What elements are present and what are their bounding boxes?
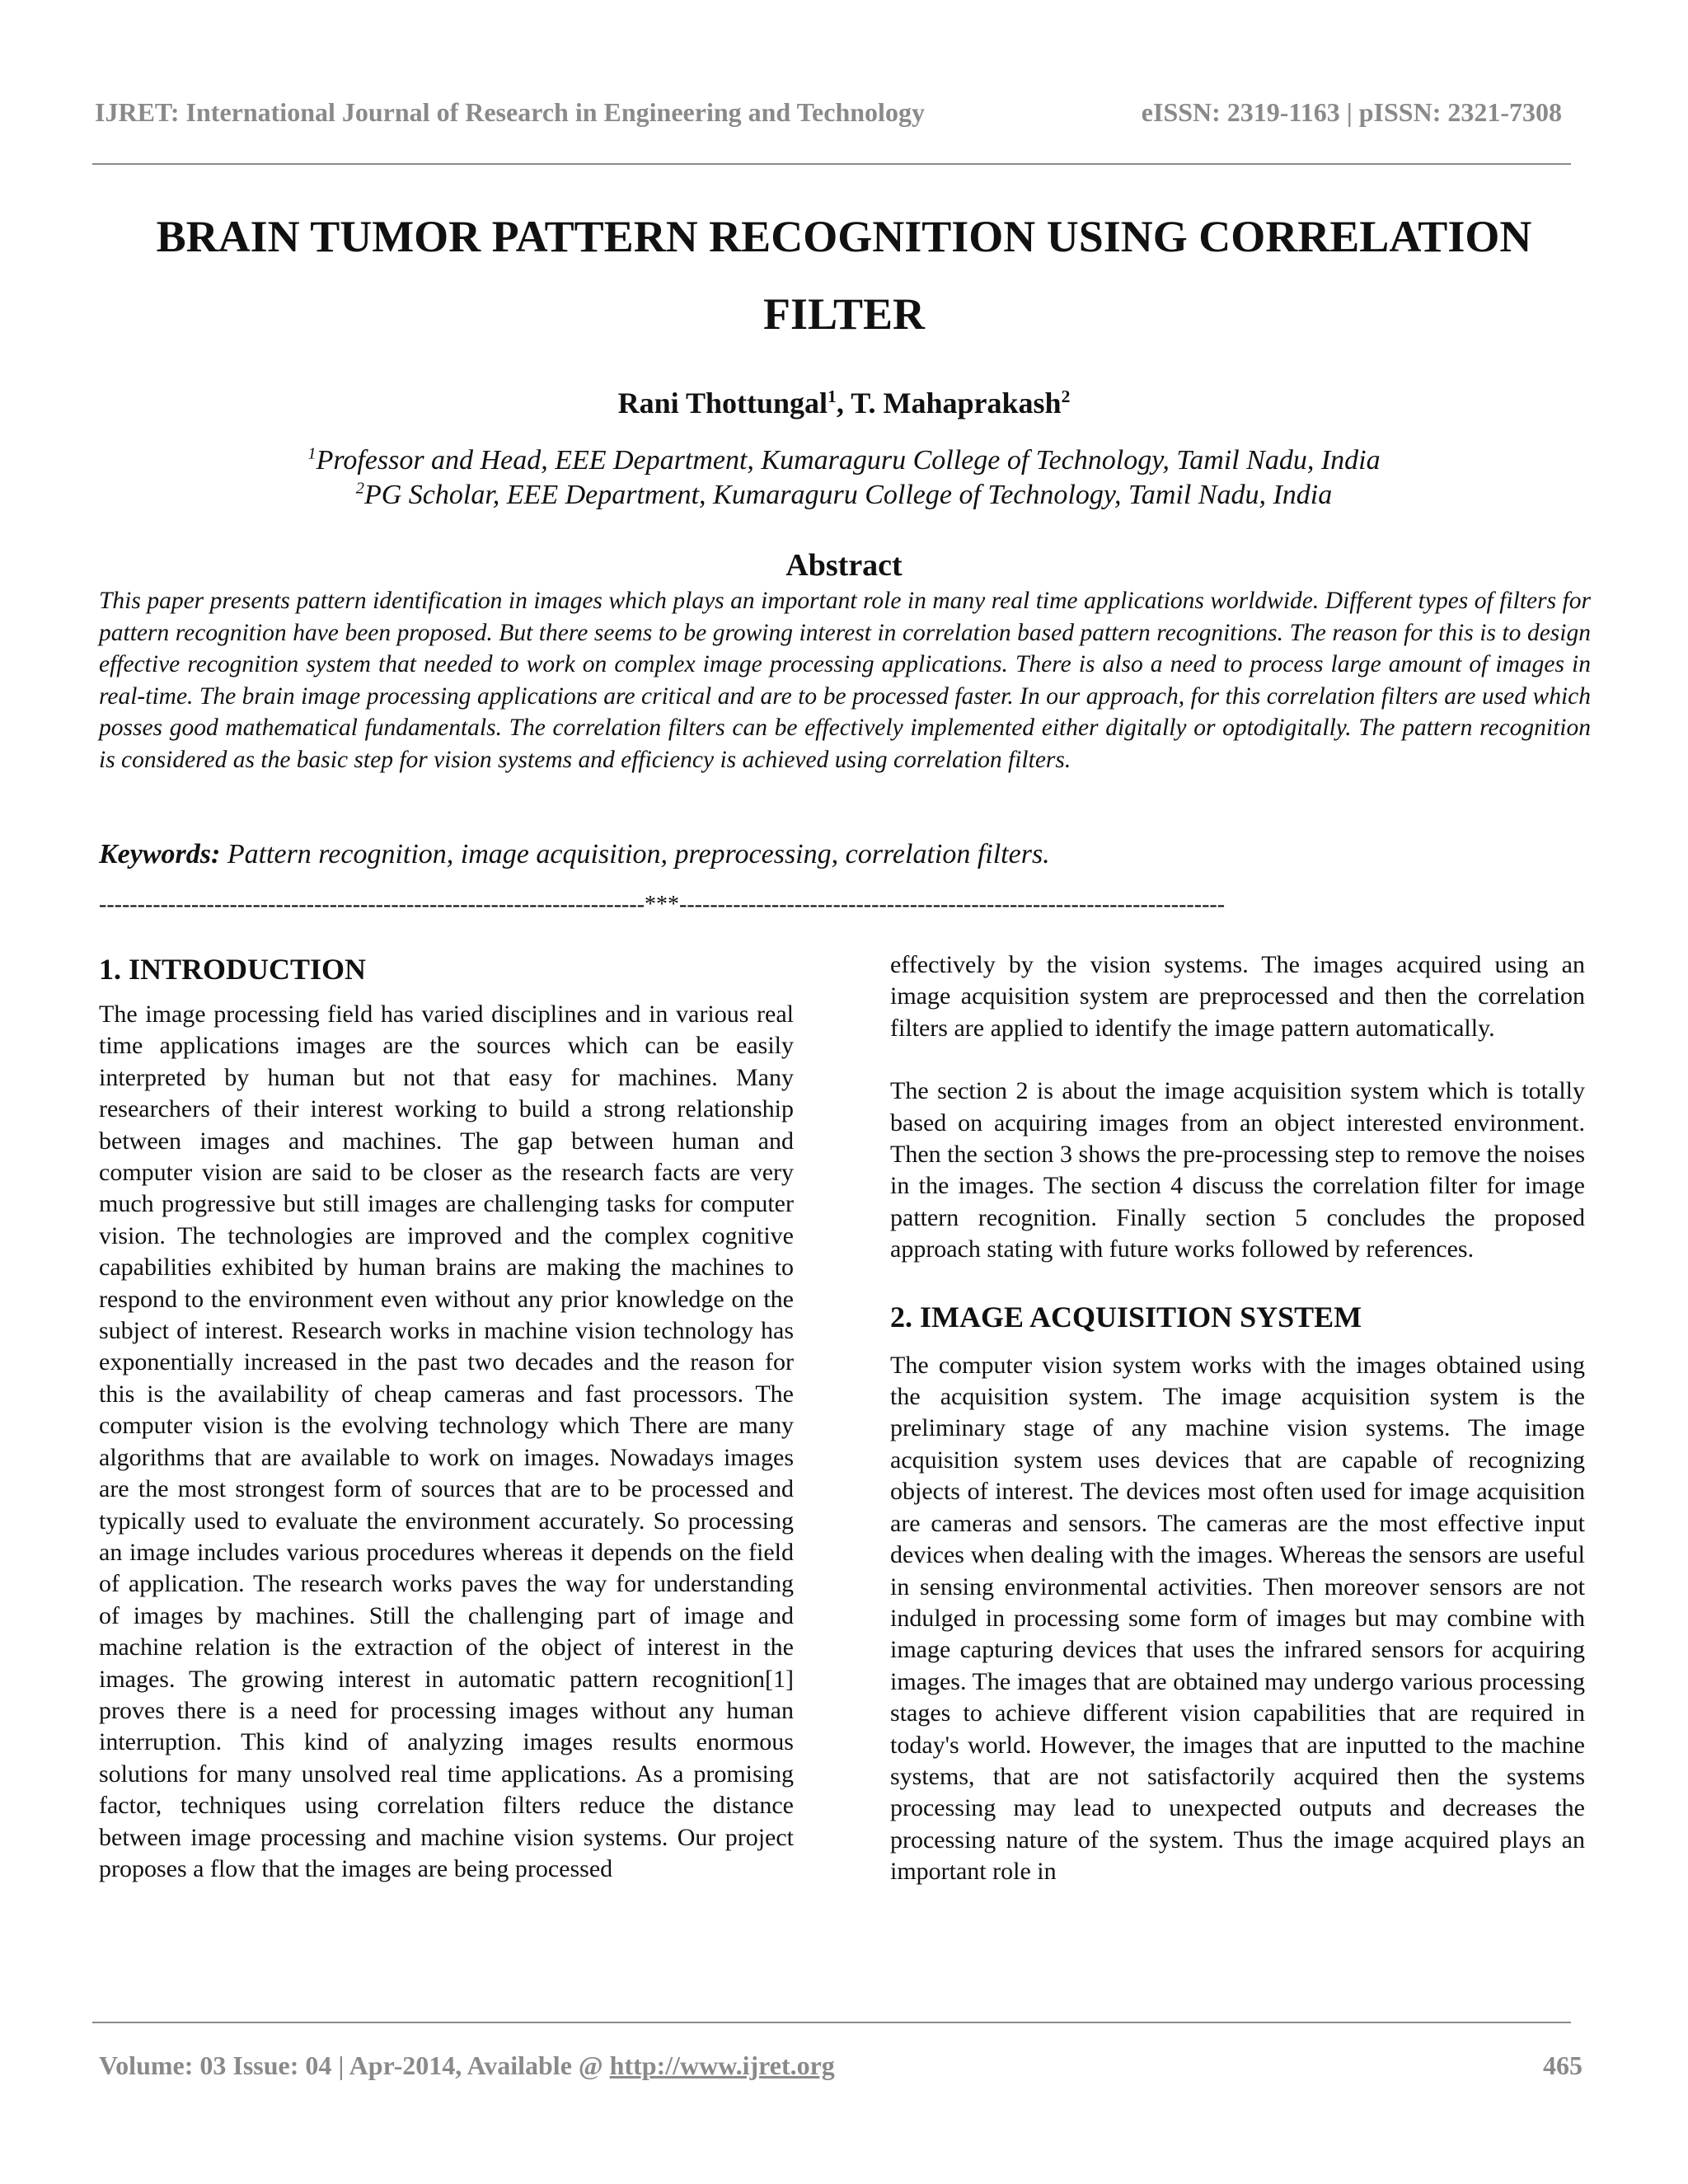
section-separator: -----------------------------------------------------------------------***----------------------------------------------------------------------- <box>99 892 1226 917</box>
paper-title: BRAIN TUMOR PATTERN RECOGNITION USING CORRELATION FILTER <box>156 212 1532 339</box>
volume-text: Volume: 03 Issue: 04 | Apr-2014, Available @ <box>99 2050 610 2080</box>
left-column <box>99 951 794 1885</box>
right-column <box>890 949 1585 1888</box>
keywords <box>99 839 1591 870</box>
author-name: T. Mahaprakash <box>851 387 1062 419</box>
page-footer <box>99 2050 1582 2081</box>
author-sup: 1 <box>828 387 837 406</box>
author-list <box>92 386 1596 420</box>
affiliation-sup: 2 <box>355 479 364 498</box>
author-separator: , <box>836 387 851 419</box>
journal-link[interactable]: http://www.ijret.org <box>609 2050 835 2080</box>
affiliation-2 <box>92 480 1596 511</box>
journal-name: IJRET: International Journal of Research in Engineering and Technology <box>95 97 925 127</box>
issn-info: eISSN: 2319-1163 | pISSN: 2321-7308 <box>1141 97 1562 127</box>
abstract-heading: Abstract <box>785 548 903 583</box>
author-sup: 2 <box>1061 387 1071 406</box>
section-heading-image-acquisition: 2. IMAGE ACQUISITION SYSTEM <box>890 1300 1362 1333</box>
author-name: Rani Thottungal <box>617 387 828 419</box>
page-number: 465 <box>1543 2050 1582 2080</box>
keywords-text: Pattern recognition, image acquisition, preprocessing, correlation filters. <box>220 839 1050 869</box>
affiliation-text: Professor and Head, EEE Department, Kumaraguru College of Technology, Tamil Nadu, India <box>316 445 1381 476</box>
abstract-text: This paper presents pattern identification in images which plays an important role in many real time applications worldwide. Different types of filters for pattern recognition have been proposed. But there seems to be growing interest in correlation based pattern recognitions. The reason for this is to design effective recognition system that needed to work on complex image processing applications. There is also a need to process large amount of images in real-time. The brain image processing applications are critical and are to be processed faster. In our approach, for this correlation filters are used which posses good mathematical fundamentals. The correlation filters can be effectively implemented either digitally or optodigitally. The pattern recognition is considered as the basic step for vision systems and efficiency is achieved using correlation filters. <box>99 588 1591 773</box>
running-header <box>95 97 1562 128</box>
header-rule <box>92 163 1571 165</box>
affiliation-text: PG Scholar, EEE Department, Kumaraguru College of Technology, Tamil Nadu, India <box>363 480 1333 510</box>
affiliation-1 <box>92 445 1596 476</box>
introduction-continued: effectively by the vision systems. The images acquired using an image acquisition system are preprocessed and then the correlation filters are applied to identify the image pattern automatically. <box>890 951 1585 1042</box>
image-acquisition-paragraph: The computer vision system works with the images obtained using the acquisition system. The image acquisition system is the preliminary stage of any machine vision systems. The image acquisition system uses devices that are capable of recognizing objects of interest. The devices most often used for image acquisition are cameras and sensors. The cameras are the most effective input devices when dealing with the images. Whereas the sensors are useful in sensing environmental activities. Then moreover sensors are not indulged in processing some form of images but may combine with image capturing devices that uses the infrared sensors for acquiring images. The images that are obtained may undergo various processing stages to achieve different vision capabilities that are required in today's world. However, the images that are inputted to the machine systems, that are not satisfactorily acquired then the systems processing may lead to unexpected outputs and decreases the processing nature of the system. Thus the image acquired plays an important role in <box>890 1351 1585 1886</box>
introduction-paragraph: The image processing field has varied disciplines and in various real time applications images are the sources which can be easily interpreted by human but not that easy for machines. Many researchers of their interest working to build a strong relationship between images and machines. The gap between human and computer vision are said to be closer as the research facts are very much progressive but still images are challenging tasks for computer vision. The technologies are improved and the complex cognitive capabilities exhibited by human brains are making the machines to respond to the environment even without any prior knowledge on the subject of interest. Research works in machine vision technology has exponentially increased in the past two decades and the reason for this is the availability of cheap cameras and fast processors. The computer vision is the evolving technology which There are many algorithms that are available to work on images. Nowadays images are the most strongest form of sources that are to be processed and typically used to evaluate the environment accurately. So processing an image includes various procedures whereas it depends on the field of application. The research works paves the way for understanding of images by machines. Still the challenging part of image and machine relation is the extraction of the object of interest in the images. The growing interest in automatic pattern recognition[1] proves there is a need for processing images without any human interruption. This kind of analyzing images results enormous solutions for many unsolved real time applications. As a promising factor, techniques using correlation filters reduce the distance between image processing and machine vision systems. Our project proposes a flow that the images are being processed <box>99 1001 794 1882</box>
introduction-paragraph-2: The section 2 is about the image acquisition system which is totally based on acquiring images from an object interested environment. Then the section 3 shows the pre-processing step to remove the noises in the images. The section 4 discuss the correlation filter for image pattern recognition. Finally section 5 concludes the proposed approach stating with future works followed by references. <box>890 1077 1585 1263</box>
footer-rule <box>92 2022 1571 2023</box>
keywords-label: Keywords: <box>99 839 221 869</box>
section-heading-introduction: 1. INTRODUCTION <box>99 953 367 986</box>
volume-info <box>99 2050 835 2081</box>
affiliation-sup: 1 <box>307 444 316 463</box>
